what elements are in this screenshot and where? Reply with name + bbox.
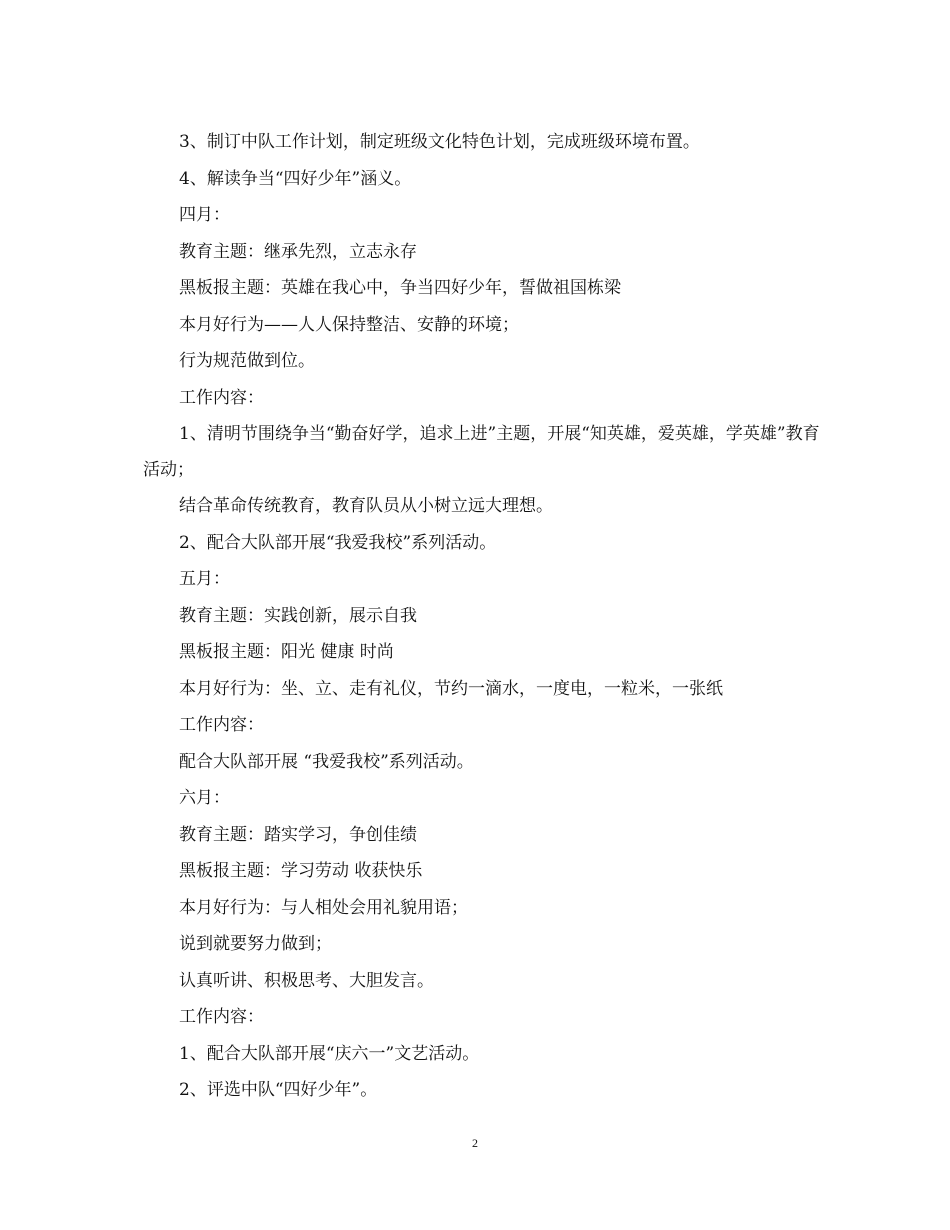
- april-work-content-heading: 工作内容：: [179, 387, 264, 408]
- june-good-behavior-2: 说到就要努力做到；: [179, 934, 332, 954]
- april-work-item-2: 2、配合大队部开展“我爱我校”系列活动。: [179, 532, 497, 553]
- june-education-theme: 教育主题：踏实学习，争创佳绩: [179, 824, 417, 845]
- may-work-item: 配合大队部开展 “我爱我校”系列活动。: [179, 751, 474, 772]
- april-education-theme: 教育主题：继承先烈，立志永存: [179, 241, 417, 262]
- paragraph-item-3: 3、制订中队工作计划，制定班级文化特色计划，完成班级环境布置。: [179, 132, 700, 152]
- may-work-content-heading: 工作内容：: [179, 715, 264, 735]
- may-good-behavior: 本月好行为：坐、立、走有礼仪，节约一滴水，一度电，一粒米，一张纸: [179, 678, 723, 699]
- may-blackboard-theme: 黑板报主题：阳光 健康 时尚: [179, 642, 394, 662]
- june-work-item-1: 1、配合大队部开展“庆六一”文艺活动。: [179, 1043, 480, 1064]
- april-good-behavior: 本月好行为——人人保持整洁、安静的环境；: [179, 314, 519, 335]
- june-work-item-2: 2、评选中队“四好少年”。: [179, 1080, 378, 1100]
- section-heading-june: 六月：: [179, 788, 230, 808]
- june-blackboard-theme: 黑板报主题：学习劳动 收获快乐: [179, 861, 423, 881]
- may-education-theme: 教育主题：实践创新，展示自我: [179, 605, 417, 626]
- june-good-behavior: 本月好行为：与人相处会用礼貌用语；: [179, 897, 468, 918]
- june-good-behavior-3: 认真听讲、积极思考、大胆发言。: [179, 970, 434, 991]
- section-heading-may: 五月：: [179, 569, 230, 589]
- page-number: 2: [472, 1136, 478, 1150]
- april-work-item-1-continued: 结合革命传统教育，教育队员从小树立远大理想。: [179, 496, 553, 516]
- june-work-content-heading: 工作内容：: [179, 1007, 264, 1027]
- section-heading-april: 四月：: [179, 205, 230, 225]
- april-blackboard-theme: 黑板报主题：英雄在我心中，争当四好少年，誓做祖国栋梁: [179, 278, 621, 298]
- april-behavior-norms: 行为规范做到位。: [179, 351, 315, 371]
- document-body: [143, 124, 823, 1109]
- paragraph-item-4: 4、解读争当“四好少年”涵义。: [179, 168, 412, 189]
- april-work-item-1: 1、清明节围绕争当“勤奋好学，追求上进”主题，开展“知英雄，爱英雄，学英雄”教育活动；: [143, 424, 820, 480]
